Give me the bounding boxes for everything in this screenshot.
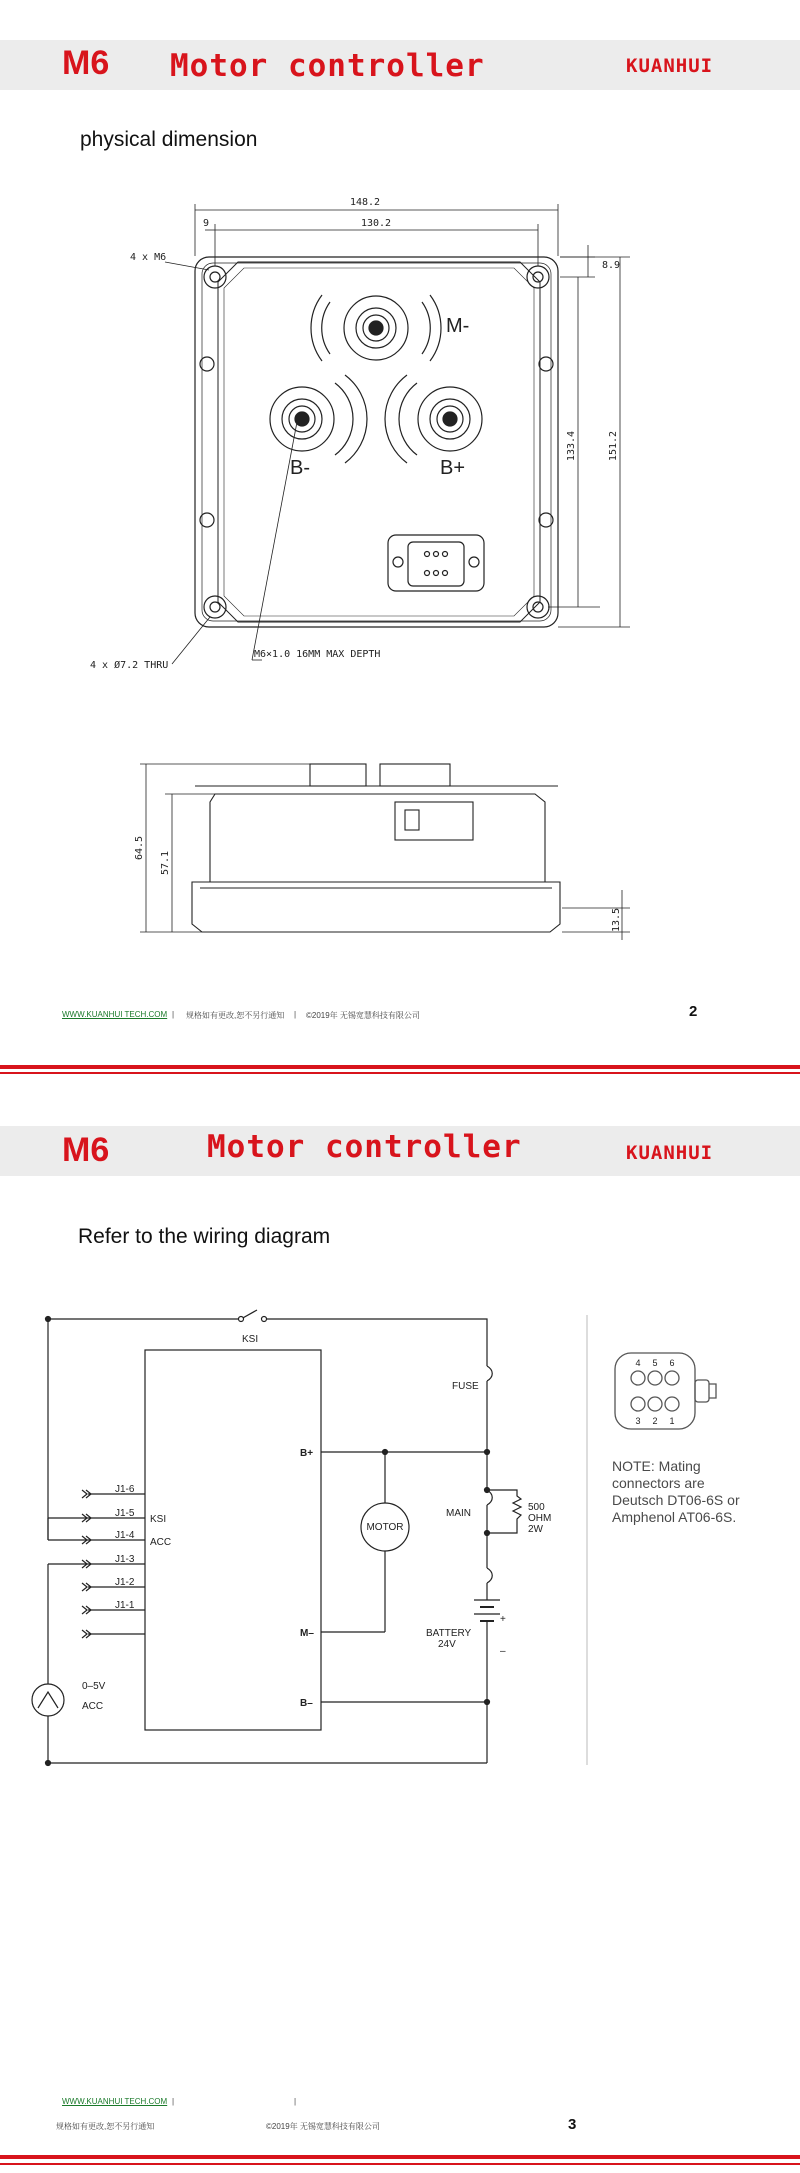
label-depth: M6×1.0 16MM MAX DEPTH <box>254 649 381 660</box>
dim-overall-width: 148.2 <box>349 197 381 208</box>
label-b-minus: B- <box>290 457 310 479</box>
label-resistor-value: 500 <box>528 1502 545 1513</box>
dim-body-height: 57.1 <box>160 850 171 876</box>
pin-j1-1: J1-1 <box>115 1600 135 1611</box>
side-base <box>192 882 560 932</box>
page2-rule <box>0 2155 800 2159</box>
dim-overall-height: 151.2 <box>608 430 619 462</box>
page1-rule-thin <box>0 1072 800 1074</box>
side-body <box>210 794 545 882</box>
side-terminal-left <box>310 764 366 786</box>
label-thru: 4 x Ø7.2 THRU <box>90 660 169 671</box>
conn-pin-3: 3 <box>635 1416 641 1426</box>
page2-section-title: Refer to the wiring diagram <box>78 1225 331 1248</box>
label-battery-minus: – <box>500 1646 506 1657</box>
conn-pin-6: 6 <box>669 1358 675 1368</box>
pin-j1-3: J1-3 <box>115 1554 135 1565</box>
conn-pin-1: 1 <box>669 1416 675 1426</box>
page1-footer-sep: | <box>172 1010 175 1019</box>
page2-number: 3 <box>568 2116 577 2133</box>
wiring-diagram <box>0 1300 800 1780</box>
page1-number: 2 <box>689 1003 698 1020</box>
conn-pin-4: 4 <box>635 1358 641 1368</box>
page2-brand: KUANHUI <box>626 1142 714 1164</box>
label-battery-plus: + <box>500 1614 506 1625</box>
label-ksi-pin: KSI <box>150 1514 167 1525</box>
label-fuse: FUSE <box>452 1381 479 1392</box>
label-source: ACC <box>82 1701 104 1712</box>
dim-total-height: 64.5 <box>134 835 145 861</box>
label-b-plus: B+ <box>440 457 466 479</box>
page1-model: M6 <box>62 44 110 82</box>
dimension-drawing <box>0 190 800 950</box>
pin-j1-4: J1-4 <box>115 1530 135 1541</box>
page2-footer-copyright: ©2019年 无锡宽慧科技有限公司 <box>266 2122 380 2131</box>
label-resistor-unit: OHM <box>528 1513 552 1524</box>
pin-j1-6: J1-6 <box>115 1484 135 1495</box>
page1-footer-sep2: | <box>294 1010 297 1019</box>
dim-hole-spacing-x: 130.2 <box>360 218 392 229</box>
acc-source <box>32 1684 64 1716</box>
pin-j1-5: J1-5 <box>115 1508 135 1519</box>
page1-rule <box>0 1065 800 1069</box>
label-motor: MOTOR <box>366 1522 404 1533</box>
label-battery-voltage: 24V <box>438 1639 456 1650</box>
label-m6-holes: 4 x M6 <box>130 252 167 263</box>
label-b-plus-terminal: B+ <box>300 1448 314 1459</box>
dim-hole-spacing-y: 133.4 <box>566 430 577 462</box>
label-ksi-switch: KSI <box>242 1334 259 1345</box>
page1-footer-notice: 规格如有更改,恕不另行通知 <box>186 1011 285 1020</box>
conn-pin-5: 5 <box>652 1358 658 1368</box>
page2-model: M6 <box>62 1131 110 1169</box>
page2-footer-sep2: | <box>294 2097 297 2106</box>
page2-footer-link[interactable]: WWW.KUANHUI TECH.COM <box>62 2097 168 2106</box>
label-battery: BATTERY <box>426 1628 472 1639</box>
label-m-minus: M- <box>446 315 470 337</box>
page1-title: Motor controller <box>170 48 485 84</box>
dim-base-height: 13.5 <box>611 907 622 933</box>
dim-top-offset: 8.9 <box>602 260 621 271</box>
connector-face <box>615 1353 716 1429</box>
page2-rule-thin <box>0 2163 800 2165</box>
pin-j1-2: J1-2 <box>115 1577 135 1588</box>
page1-footer-link[interactable]: WWW.KUANHUI TECH.COM <box>62 1010 168 1019</box>
page1-section-title: physical dimension <box>80 128 258 151</box>
controller-box <box>145 1350 321 1730</box>
label-source-range: 0–5V <box>82 1681 106 1692</box>
label-b-minus-terminal: B– <box>300 1698 313 1709</box>
conn-pin-2: 2 <box>652 1416 658 1426</box>
page2-footer-notice: 规格如有更改,恕不另行通知 <box>56 2122 155 2131</box>
label-main: MAIN <box>446 1508 471 1519</box>
page2-title: Motor controller <box>207 1129 522 1165</box>
label-acc-pin: ACC <box>150 1537 172 1548</box>
dim-edge-offset: 9 <box>202 218 210 229</box>
page1-footer-copyright: ©2019年 无锡宽慧科技有限公司 <box>306 1011 420 1020</box>
page1-brand: KUANHUI <box>626 55 714 77</box>
label-m-minus-terminal: M– <box>300 1628 314 1639</box>
page2-footer-sep: | <box>172 2097 175 2106</box>
housing-outline <box>195 257 558 627</box>
connector-note: NOTE: Mating connectors are Deutsch DT06-6S or Amphenol AT06-6S. <box>612 1458 740 1525</box>
label-resistor-power: 2W <box>528 1524 543 1535</box>
